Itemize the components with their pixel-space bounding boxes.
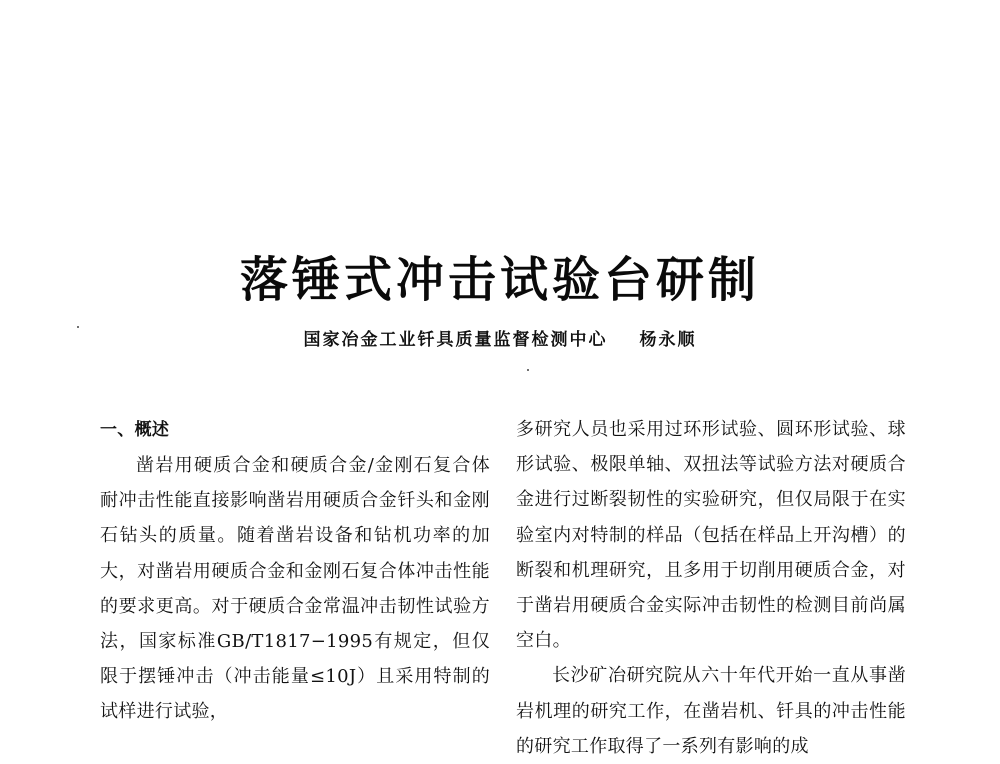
- scan-speck: [77, 326, 79, 328]
- byline: [0, 328, 1000, 352]
- author-name: 杨永顺: [639, 330, 697, 350]
- section-heading: 一、概述: [100, 420, 170, 440]
- body-paragraph: 凿岩用硬质合金和硬质合金/金刚石复合体耐冲击性能直接影响凿岩用硬质合金钎头和金刚石钻头的质量。随着凿岩设备和钻机功率的加大，对凿岩用硬质合金和金刚石复合体冲击性能的要求更高。对于硬质合金常温冲击韧性试验方法，国家标准GB/T1817−1995有规定，但仅限于摆锤冲击（冲击能量≤10J）且采用特制的试样进行试验，: [100, 455, 490, 723]
- right-column: [516, 412, 906, 764]
- scan-speck: [527, 369, 529, 371]
- author-affiliation: 国家冶金工业钎具质量监督检测中心: [303, 330, 608, 350]
- article-title: 落锤式冲击试验台研制: [239, 252, 760, 308]
- body-paragraph: 长沙矿冶研究院从六十年代开始一直从事凿岩机理的研究工作，在凿岩机、钎具的冲击性能的研究工作取得了一系列有影响的成: [516, 665, 906, 757]
- body-paragraph-continued: 多研究人员也采用过环形试验、圆环形试验、球形试验、极限单轴、双扭法等试验方法对硬质合金进行过断裂韧性的实验研究，但仅局限于在实验室内对特制的样品（包括在样品上开沟槽）的断裂和机理研究，且多用于切削用硬质合金，对于凿岩用硬质合金实际冲击韧性的检测目前尚属空白。: [516, 419, 906, 652]
- left-column: [100, 412, 490, 730]
